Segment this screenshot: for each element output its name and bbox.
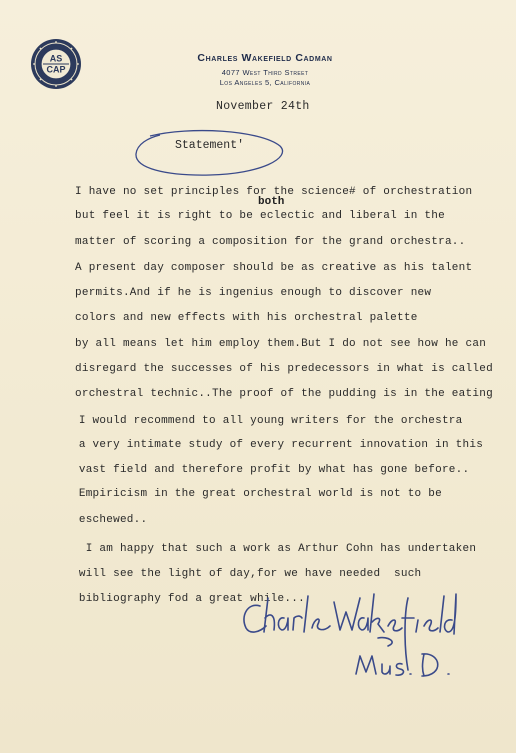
body-line: matter of scoring a composition for the grand orchestra.. [75,236,466,248]
letterhead [150,52,380,88]
letterhead-name: Charles Wakefield Cadman [197,52,333,64]
body-line: but feel it is right to be eclectic and liberal in the [75,210,445,222]
body-line: A present day composer should be as creative as his talent [75,262,473,274]
seal-bottom-text: CAP [46,64,66,75]
body-line: permits.And if he is ingenius enough to discover new [75,287,432,299]
seal-top-text: AS [49,53,63,64]
body-line: eschewed.. [72,514,148,526]
body-line: Empiricism in the great orchestral world is not to be [72,488,442,500]
body-line: I would recommend to all young writers for the orchestra [72,415,463,427]
body-line: bibliography fod a great while... [72,593,305,605]
ascap-seal-icon [30,38,82,90]
body-line: will see the light of day,for we have needed such [72,568,422,580]
body-line: a very intimate study of every recurrent innovation in this [72,439,484,451]
letter-date: November 24th [216,100,310,113]
letterhead-city: Los Angeles 5, California [219,78,311,87]
body-line: vast field and therefore profit by what has gone before.. [72,464,470,476]
handwritten-signature [238,588,468,688]
letterhead-street: 4077 West Third Street [221,68,309,77]
body-line: colors and new effects with his orchestral palette [75,312,418,324]
statement-heading: Statement' [175,139,245,152]
body-line: I have no set principles for the science# of orchestration [75,186,473,198]
body-line: disregard the successes of his predecessors in what is called [75,363,493,375]
body-line: by all means let him employ them.But I do not see how he can [75,338,487,350]
body-line: I am happy that such a work as Arthur Cohn has undertaken [72,543,477,555]
insertion-both: both [258,196,285,208]
body-line: orchestral technic..The proof of the pudding is in the eating [75,388,493,400]
hand-drawn-ellipse [130,128,288,178]
